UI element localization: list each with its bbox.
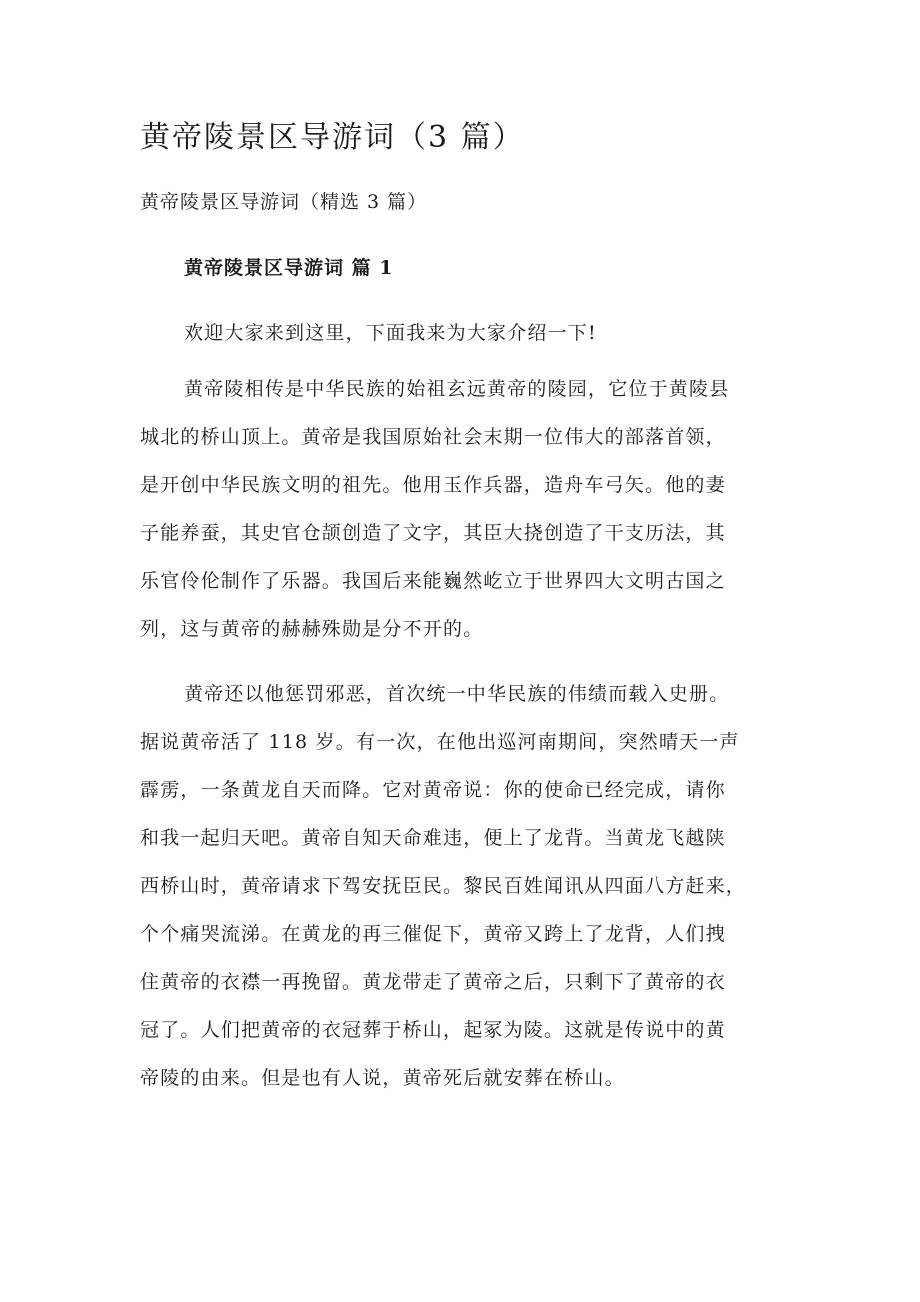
paragraph-line: 子能养蚕，其史官仓颉创造了文字，其臣大挠创造了干支历法，其: [140, 522, 726, 544]
paragraph-line: 个个痛哭流涕。在黄龙的再三催促下，黄帝又跨上了龙背，人们拽: [140, 923, 726, 945]
paragraph-line: 乐官伶伦制作了乐器。我国后来能巍然屹立于世界四大文明古国之: [140, 570, 726, 592]
paragraph-legend: [140, 670, 746, 1102]
document-title: 黄帝陵景区导游词（3 篇）: [140, 120, 525, 155]
paragraph-line: 黄帝陵相传是中华民族的始祖玄远黄帝的陵园，它位于黄陵县: [184, 378, 730, 400]
paragraph-line: 住黄帝的衣襟一再挽留。黄龙带走了黄帝之后，只剩下了黄帝的衣: [140, 971, 726, 993]
paragraph-line: 是开创中华民族文明的祖先。他用玉作兵器，造舟车弓矢。他的妻: [140, 474, 726, 496]
paragraph-line: 列，这与黄帝的赫赫殊勋是分不开的。: [140, 618, 484, 640]
paragraph-line: 据说黄帝活了 118 岁。有一次，在他出巡河南期间，突然晴天一声: [140, 731, 740, 753]
paragraph-line: 霹雳，一条黄龙自天而降。它对黄帝说：你的使命已经完成，请你: [140, 779, 726, 801]
paragraph-introduction: [140, 365, 729, 653]
paragraph-line: 和我一起归天吧。黄帝自知天命难违，便上了龙背。当黄龙飞越陕: [140, 827, 726, 849]
document-subtitle: 黄帝陵景区导游词（精选 3 篇）: [140, 191, 428, 213]
paragraph-line: 冠了。人们把黄帝的衣冠葬于桥山，起冢为陵。这就是传说中的黄: [140, 1019, 726, 1041]
paragraph-line: 帝陵的由来。但是也有人说，黄帝死后就安葬在桥山。: [140, 1067, 625, 1089]
paragraph-line: 黄帝还以他惩罚邪恶，首次统一中华民族的伟绩而载入史册。: [184, 683, 730, 705]
section-heading: 黄帝陵景区导游词 篇 1: [184, 257, 394, 279]
paragraph-line: 欢迎大家来到这里，下面我来为大家介绍一下!: [184, 322, 597, 344]
paragraph-line: 西桥山时，黄帝请求下驾安抚臣民。黎民百姓闻讯从四面八方赶来，: [140, 875, 747, 897]
paragraph-welcome: [140, 309, 597, 357]
paragraph-line: 城北的桥山顶上。黄帝是我国原始社会末期一位伟大的部落首领，: [140, 426, 726, 448]
